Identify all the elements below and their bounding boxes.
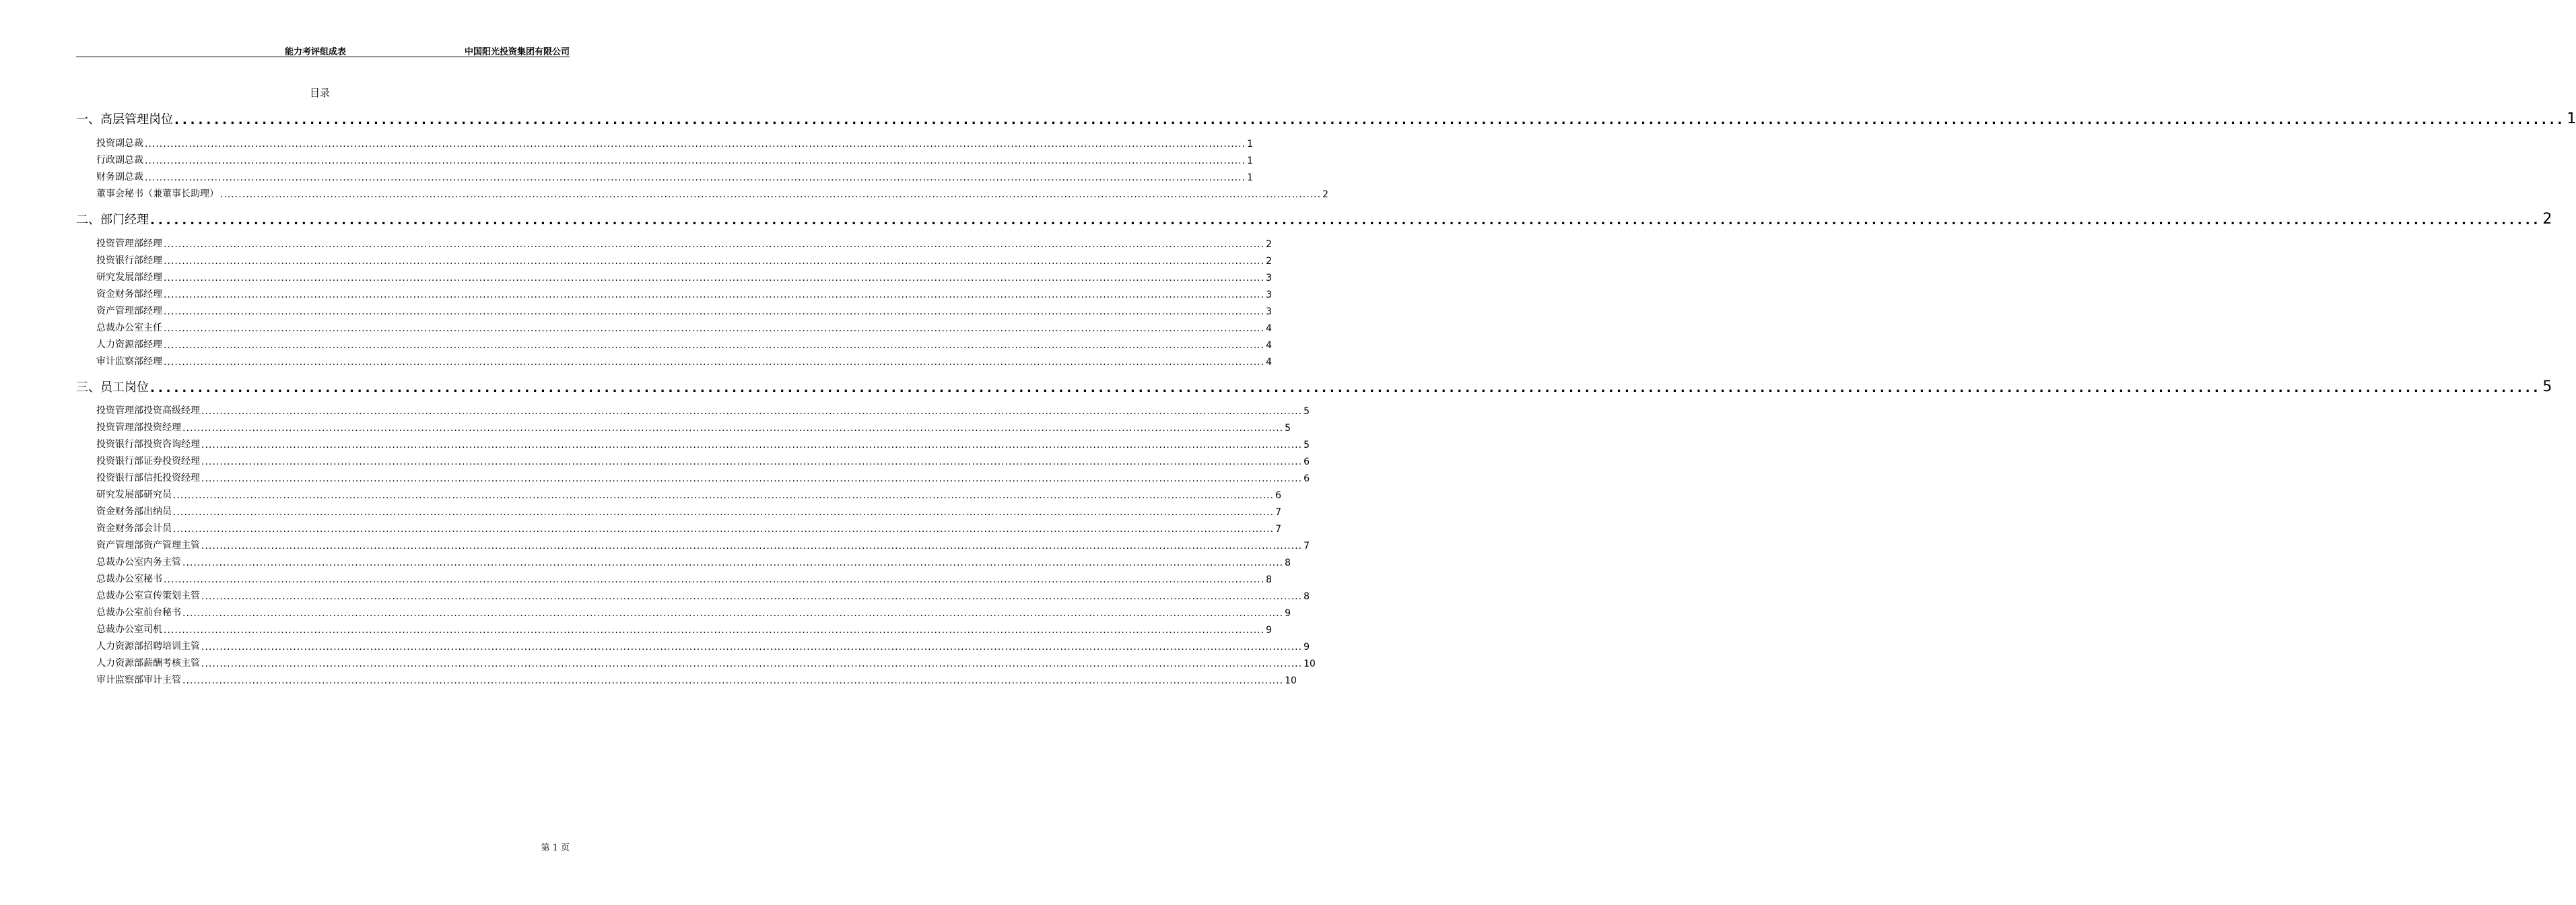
toc-entry-page: 10 [1285, 675, 1297, 686]
toc-entry[interactable] [96, 253, 1272, 267]
toc-entry-label: 总裁办公室主任 [96, 323, 162, 333]
toc-entry[interactable] [96, 504, 1281, 518]
toc-entry[interactable] [96, 521, 1281, 535]
toc-entry-page: 7 [1303, 541, 1310, 551]
toc-entry-page: 8 [1266, 574, 1272, 585]
toc-section-heading[interactable] [76, 210, 2552, 228]
toc-entry-page: 7 [1275, 507, 1281, 518]
toc-entry[interactable] [96, 454, 1310, 467]
toc-entry-page: 5 [1285, 423, 1291, 434]
toc-leader-dots: ............................................................................................................................................................................................................................................................................................................ [164, 306, 1265, 317]
toc-entry-label: 总裁办公室内务主管 [96, 557, 181, 568]
toc-entry-page: 2 [1266, 239, 1272, 250]
page-header [76, 43, 570, 57]
toc-entry-label: 投资银行部证券投资经理 [96, 456, 200, 467]
toc-entry-page: 3 [1266, 273, 1272, 283]
toc-entry-label: 资产管理部资产管理主管 [96, 540, 200, 551]
toc-entry-label: 研究发展部经理 [96, 272, 162, 283]
toc-leader-dots: ............................................................................................................................................................................................................................................................................................................ [201, 440, 1303, 450]
toc-entry-page: 6 [1303, 473, 1310, 484]
toc-leader-dots: ............................................................................................................................................................................................................................................................................................................ [164, 273, 1265, 283]
toc-entry-page: 9 [1303, 642, 1310, 652]
toc-leader-dots: ............................................................................................................................................................................................................................................................................................................ [182, 675, 1284, 686]
toc-entry-label: 资金财务部出纳员 [96, 506, 172, 517]
toc-entry-page: 1 [1247, 139, 1253, 149]
toc-entry-label: 人力资源部薪酬考核主管 [96, 658, 200, 669]
toc-entry-label: 总裁办公室宣传策划主管 [96, 591, 200, 601]
toc-entry-page: 9 [1266, 625, 1272, 636]
toc-entry-label: 资金财务部会计员 [96, 523, 172, 534]
toc-leader-dots: ............................................................................................................................................................................................................................................................................................................ [164, 340, 1265, 351]
toc-entry[interactable] [96, 337, 1272, 351]
toc-entry-label: 研究发展部研究员 [96, 490, 172, 500]
toc-leader-dots: ............................................................................................................................................................................................................................................................................................................ [173, 490, 1275, 501]
toc-entry-label: 投资银行部投资咨询经理 [96, 439, 200, 450]
toc-entry[interactable] [96, 187, 1328, 200]
toc-leader-dots: ............................................................................................................................................................................................................................................................................................................ [145, 172, 1246, 183]
toc-entry-page: 7 [1275, 524, 1281, 535]
toc-entry-label: 审计监察部审计主管 [96, 675, 181, 685]
toc-entry-page: 4 [1266, 340, 1272, 351]
toc-entry-label: 投资管理部经理 [96, 238, 162, 249]
toc-entry[interactable] [96, 538, 1310, 551]
toc-entry-page: 5 [1303, 406, 1310, 417]
toc-leader-dots: ............................................................................................................................................................................................................................................................................................................ [164, 357, 1265, 368]
toc-leader-dots: ............................................................................................................................................................................................................................................................................................................ [173, 524, 1275, 535]
toc-entry-label: 投资副总裁 [96, 138, 143, 149]
toc-entry-page: 8 [1303, 591, 1310, 602]
toc-entry-page: 6 [1303, 457, 1310, 467]
toc-section-title: 三、员工岗位 [76, 380, 149, 395]
toc-leader-dots: ............................................................................................................................................................................................................................................................................................................ [164, 290, 1265, 300]
toc-leader-dots: ............................................................................................................................................................................................................................................................................................................ [201, 457, 1303, 467]
toc-leader-dots: ............................................................................................................................................................................................................................................................................................................ [182, 558, 1284, 568]
toc-entry-label: 董事会秘书（兼董事长助理） [96, 189, 219, 199]
toc-entry-label: 总裁办公室司机 [96, 624, 162, 635]
toc-leader-dots: ............................................................................................................................................................................................................................................................................................................ [201, 406, 1303, 417]
toc-entry-label: 投资银行部经理 [96, 255, 162, 266]
toc-entry[interactable] [96, 622, 1272, 636]
toc-entry-page: 1 [1247, 172, 1253, 183]
toc-leader-dots: ............................................................................................................................................................................................................................................................................................................ [150, 381, 2542, 395]
toc-entry[interactable] [96, 488, 1281, 501]
toc-leader-dots: ............................................................................................................................................................................................................................................................................................................ [220, 189, 1322, 200]
toc-entry[interactable] [96, 270, 1272, 283]
toc-leader-dots: ............................................................................................................................................................................................................................................................................................................ [182, 423, 1284, 434]
toc-entry[interactable] [96, 639, 1310, 652]
document-title: 能力考评组成表 [285, 47, 347, 57]
toc-entry[interactable] [96, 656, 1316, 669]
toc-entry-page: 1 [1247, 156, 1253, 166]
toc-leader-dots: ............................................................................................................................................................................................................................................................................................................ [164, 256, 1265, 267]
company-name: 中国阳光投资集团有限公司 [464, 47, 570, 57]
toc-entry[interactable] [96, 287, 1272, 300]
toc-entry-label: 总裁办公室前台秘书 [96, 607, 181, 618]
toc-entry[interactable] [96, 555, 1291, 568]
toc-entry-label: 总裁办公室秘书 [96, 574, 162, 584]
toc-leader-dots: ............................................................................................................................................................................................................................................................................................................ [150, 213, 2542, 228]
toc-leader-dots: ............................................................................................................................................................................................................................................................................................................ [201, 473, 1303, 484]
toc-entry-page: 3 [1266, 290, 1272, 300]
toc-section-heading[interactable] [76, 378, 2552, 395]
toc-entry-page: 6 [1275, 490, 1281, 501]
toc-leader-dots: ............................................................................................................................................................................................................................................................................................................ [173, 507, 1275, 518]
toc-page-number: 5 [2542, 378, 2552, 395]
toc-page-number: 2 [2542, 211, 2552, 228]
toc-title: 目录 [309, 87, 330, 99]
page-number: 第 1 页 [541, 843, 570, 853]
toc-entry[interactable] [96, 471, 1310, 484]
toc-leader-dots: ............................................................................................................................................................................................................................................................................................................ [182, 608, 1284, 619]
toc-entry-label: 投资管理部投资经理 [96, 422, 181, 433]
toc-page-number: 1 [2567, 110, 2576, 127]
toc-entry-label: 资产管理部经理 [96, 306, 162, 316]
toc-entry[interactable] [96, 572, 1272, 585]
toc-leader-dots: ............................................................................................................................................................................................................................................................................................................ [164, 574, 1265, 585]
toc-entry-label: 投资管理部投资高级经理 [96, 405, 200, 416]
toc-entry[interactable] [96, 304, 1272, 317]
toc-entry-label: 人力资源部招聘培训主管 [96, 641, 200, 652]
toc-entry-label: 人力资源部经理 [96, 339, 162, 350]
toc-entry-label: 资金财务部经理 [96, 289, 162, 300]
toc-section-title: 二、部门经理 [76, 213, 149, 227]
toc-entry-label: 财务副总裁 [96, 172, 143, 182]
toc-entry-page: 4 [1266, 323, 1272, 334]
toc-section-heading[interactable] [76, 110, 2576, 127]
toc-entry[interactable] [96, 589, 1310, 602]
toc-leader-dots: ............................................................................................................................................................................................................................................................................................................ [164, 239, 1265, 250]
toc-leader-dots: ............................................................................................................................................................................................................................................................................................................ [145, 139, 1246, 149]
toc-leader-dots: ............................................................................................................................................................................................................................................................................................................ [201, 659, 1303, 669]
toc-entry-page: 10 [1303, 659, 1316, 669]
toc-leader-dots: ............................................................................................................................................................................................................................................................................................................ [145, 156, 1246, 166]
toc-entry-label: 投资银行部信托投资经理 [96, 473, 200, 483]
toc-leader-dots: ............................................................................................................................................................................................................................................................................................................ [201, 642, 1303, 652]
toc-entry[interactable] [96, 153, 1253, 166]
toc-leader-dots: ............................................................................................................................................................................................................................................................................................................ [201, 541, 1303, 551]
toc-entry[interactable] [96, 136, 1253, 149]
toc-entry-page: 3 [1266, 306, 1272, 317]
toc-entry[interactable] [96, 437, 1310, 450]
toc-entry-page: 8 [1285, 558, 1291, 568]
toc-entry[interactable] [96, 321, 1272, 334]
toc-entry-page: 9 [1285, 608, 1291, 619]
toc-entry-label: 审计监察部经理 [96, 356, 162, 367]
toc-entry[interactable] [96, 420, 1291, 434]
toc-entry[interactable] [96, 673, 1297, 686]
toc-leader-dots: ............................................................................................................................................................................................................................................................................................................ [164, 323, 1265, 334]
toc-entry-page: 4 [1266, 357, 1272, 368]
toc-entry[interactable] [96, 236, 1272, 250]
toc-entry[interactable] [96, 170, 1253, 183]
toc-entry-page: 2 [1266, 256, 1272, 267]
toc-entry[interactable] [96, 354, 1272, 368]
toc-leader-dots: ............................................................................................................................................................................................................................................................................................................ [164, 625, 1265, 636]
toc-entry[interactable] [96, 403, 1310, 417]
toc-entry-label: 行政副总裁 [96, 155, 143, 166]
toc-entry-page: 2 [1322, 189, 1328, 200]
toc-section-title: 一、高层管理岗位 [76, 112, 173, 127]
toc-leader-dots: ............................................................................................................................................................................................................................................................................................................ [201, 591, 1303, 602]
toc-entry-page: 5 [1303, 440, 1310, 450]
toc-leader-dots: ............................................................................................................................................................................................................................................................................................................ [174, 113, 2566, 127]
toc-entry[interactable] [96, 605, 1291, 619]
